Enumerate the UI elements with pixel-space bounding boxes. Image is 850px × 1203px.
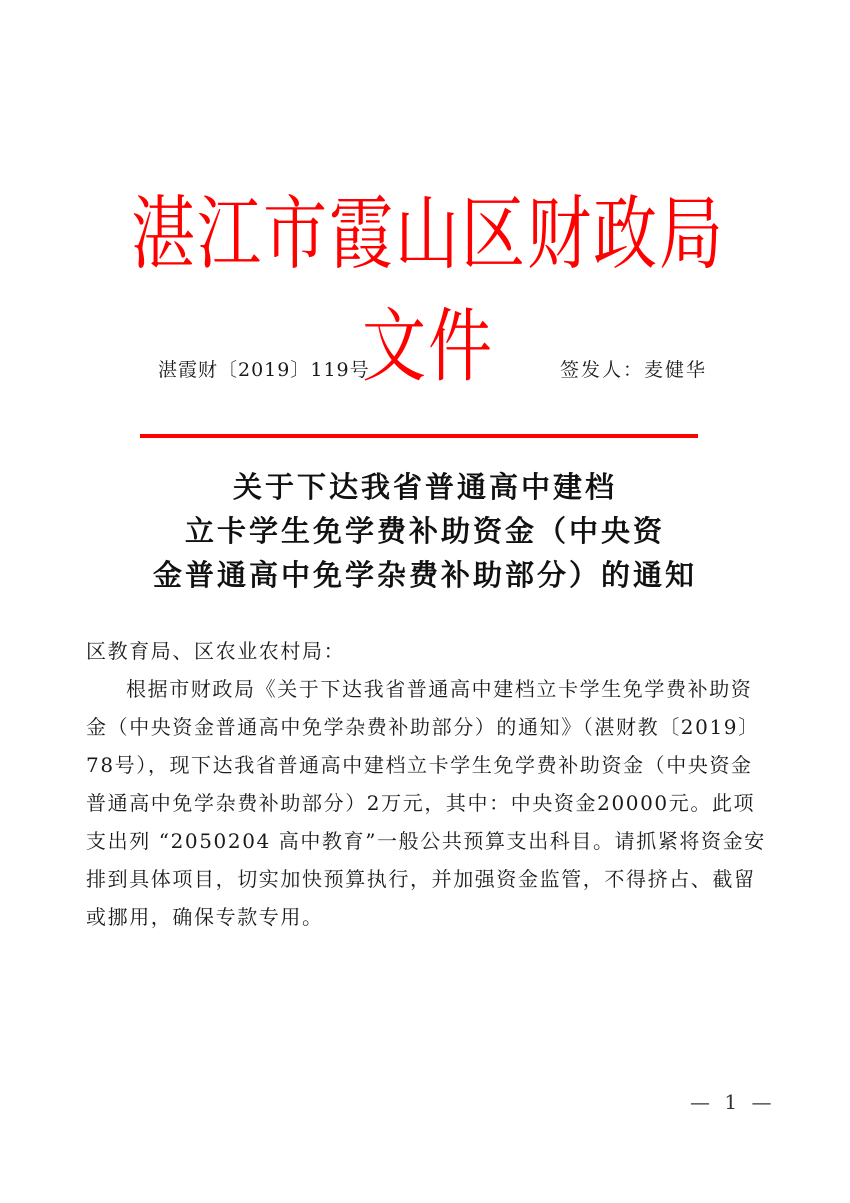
page-number: — 1 — bbox=[690, 1090, 776, 1114]
title-line-1: 关于下达我省普通高中建档 bbox=[232, 470, 617, 504]
title-line-2: 立卡学生免学费补助资金（中央资 bbox=[184, 514, 665, 548]
body-paragraph: 根据市财政局《关于下达我省普通高中建档立卡学生免学费补助资金（中央资金普通高中免学杂费补助部分）的通知》（湛财教〔2019〕78号），现下达我省普通高中建档立卡学生免学费补助资金（中央资金普通高中免学杂费补助部分）2万元，其中：中央资金20000元。此项支出列 “2050204 高中教育”一般公共预算支出科目。请抓紧将资金安排到具体项目，切实加快预算执行，并加强资金监管，不得挤占、截留或挪用，确保专款专用。 bbox=[86, 677, 766, 929]
red-divider-line bbox=[140, 434, 698, 438]
document-number: 湛霞财〔2019〕119号 bbox=[158, 359, 370, 381]
addressee: 区教育局、区农业农村局： bbox=[86, 639, 346, 663]
document-body bbox=[86, 632, 766, 936]
title-line-3: 金普通高中免学杂费补助部分）的通知 bbox=[152, 558, 697, 592]
signer: 签发人：麦健华 bbox=[560, 359, 708, 381]
document-title bbox=[100, 465, 750, 597]
document-masthead: 湛江市霞山区财政局文件 bbox=[131, 188, 725, 394]
